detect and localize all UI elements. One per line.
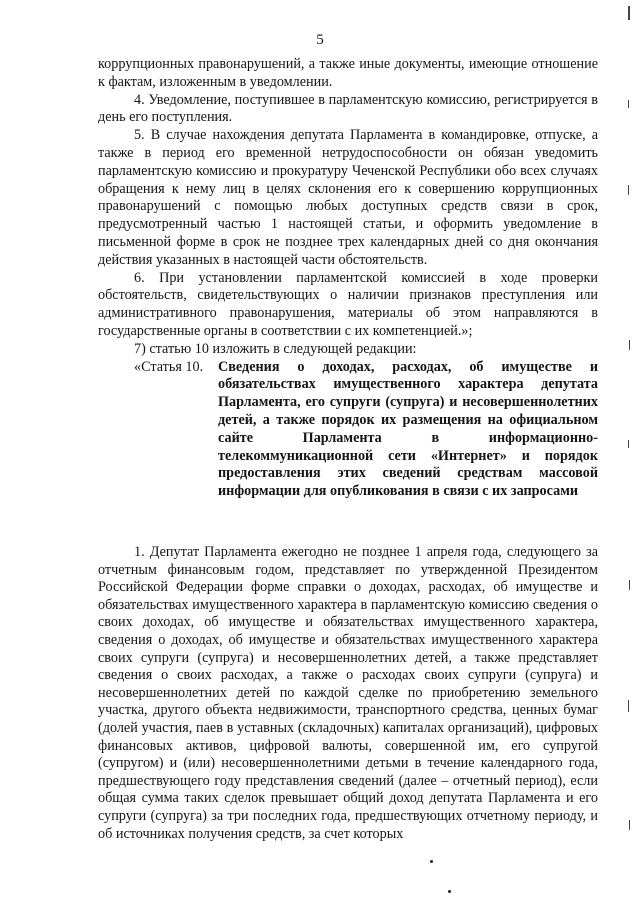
paragraph-continuation: коррупционных правонарушений, а также иные документы, имеющие отношение к фактам, изложенным в уведомлении. xyxy=(98,56,598,90)
scan-artifact xyxy=(628,6,630,20)
paragraph-5: 5. В случае нахождения депутата Парламента в командировке, отпуске, а также в период его временной нетрудоспособности он обязан уведомить парламентскую комиссию и прокуратуру Чеченской Республики обо всех случаях обращения к нему лиц в целях склонения его к совершению коррупционных правонарушений с помощью любых доступных средств связи в срок, предусмотренный частью 1 настоящей статьи, и оформить уведомление в письменной форме в срок не позднее трех календарных дней со дня окончания действия указанных в настоящей части обстоятельств. xyxy=(98,127,598,268)
article-title: Сведения о доходах, расходах, об имуществе и обязательствах имущественного характера депутата Парламента, его супруги (супруга) и несовершеннолетних детей, а также порядок их размещения на официальном сайте Парламента в информационно-телекоммуникационной сети «Интернет» и порядок предоставления этих сведений средствам массовой информации для опубликования в связи с их запросами xyxy=(218,358,598,500)
scan-artifact xyxy=(629,820,630,830)
page-number: 5 xyxy=(316,32,324,48)
amendment-item-7: 7) статью 10 изложить в следующей редакции: xyxy=(134,340,417,357)
paragraph-6: 6. При установлении парламентской комиссией в ходе проверки обстоятельств, свидетельствующих о наличии признаков преступления или административного правонарушения, материалы об этом направляются в государственные органы в соответствии с их компетенцией.»; xyxy=(98,269,598,339)
article-label: «Статья 10. xyxy=(134,358,204,375)
article-heading xyxy=(98,359,598,501)
scan-artifact xyxy=(628,440,629,448)
scan-artifact xyxy=(430,860,433,863)
scan-artifact xyxy=(629,340,630,350)
paragraph-article-10-part-1: 1. Депутат Парламента ежегодно не позднее 1 апреля года, следующего за отчетным финансовым годом, представляет по утвержденной Президентом Российской Федерации форме справки о доходах, расходах, об имуществе и обязательствах имущественного характера в парламентскую комиссию сведения о своих доходах, об имуществе и обязательствах имущественного характера, сведения о доходах, об имуществе и обязательствах имущественного характера своих супруги (супруга) и несовершеннолетних детей, а также представляет сведения о своих расходах, а также о расходах своих супруги (супруга) и несовершеннолетних детей по каждой сделке по приобретению земельного участка, другого объекта недвижимости, транспортного средства, ценных бумаг (долей участия, паев в уставных (складочных) капиталах организаций), цифровых финансовых активов, цифровой валюты, совершенной им, его супругой (супругом) и (или) несовершеннолетними детьми в течение календарного года, предшествующего году представления сведений (далее – отчетный период), если общая сумма таких сделок превышает общий доход депутата Парламента и его супруги (супруга) за три последних года, предшествующих отчетному периоду, и об источниках получения средств, за счет которых xyxy=(98,544,598,842)
scan-artifact xyxy=(629,580,630,590)
body-text-main xyxy=(98,544,598,843)
scan-artifact xyxy=(628,185,629,195)
paragraph-4: 4. Уведомление, поступившее в парламентскую комиссию, регистрируется в день его поступления. xyxy=(98,91,598,126)
scan-artifact xyxy=(448,890,451,893)
scan-artifact xyxy=(628,700,629,712)
body-text-top xyxy=(98,56,598,501)
scan-artifact xyxy=(628,100,629,108)
